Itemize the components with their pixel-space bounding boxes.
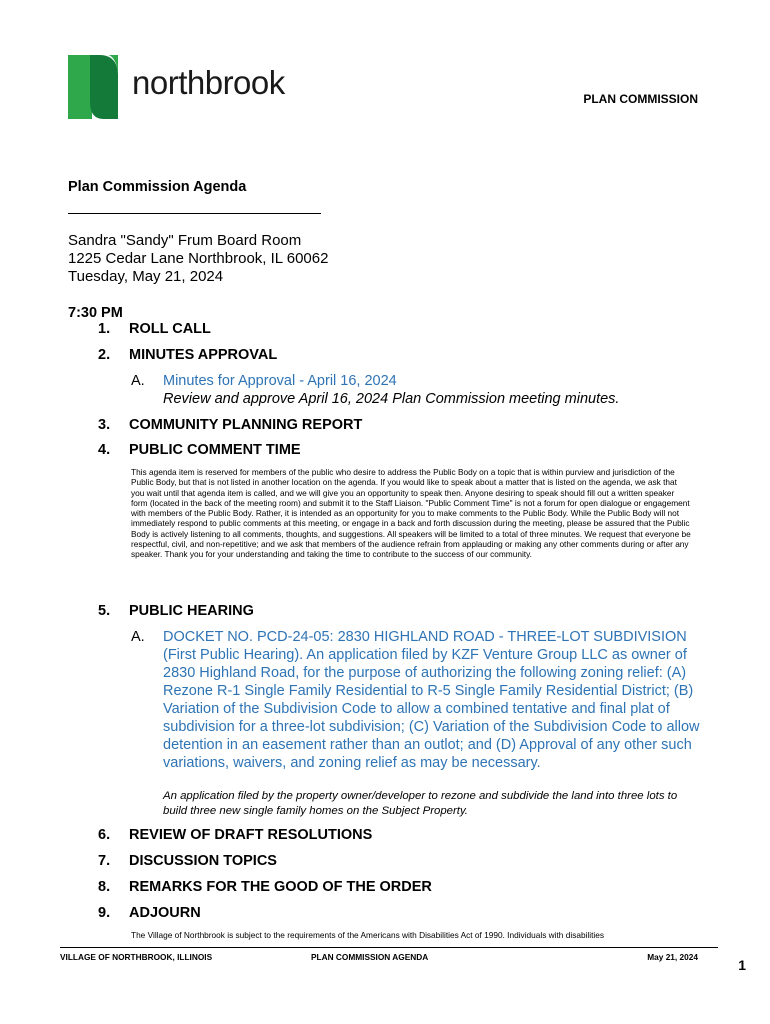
- public-comment-paragraph: This agenda item is reserved for members of the public who desire to address the Public Body on a topic that is within purview and jurisdiction of the Public Body, but that is not listed in another location on the agenda. If you would like to speak about a matter that is listed on the agenda, we ask that you wait until that agenda item is called, and we will give you an opportunity to speak then. Anyone desiring to speak should fill out a written speaker form (located in the back of the meeting room) and submit it to the Staff Liaison. "Public Comment Time" is not a forum for open dialogue or engagement with members of the Public Body. Rather, it is intended as an opportunity for you to make comments to the Public Body. While the Public Body will not immediately respond to public comments at this meeting, or engage in a back and forth discussion during the meeting, please be assured that the Public Body is actively listening to all comments, thoughts, and suggestions. All speakers will be limited to a total of three minutes. We request that everyone be respectful, civil, and non-repetitive; and we ask that members of the audience refrain from applauding or making any other comments during or after any speaker. Thank you for your understanding and taking the time to contribute to the success of our community.: [131, 467, 691, 560]
- item-number: 8.: [98, 879, 111, 895]
- item-number: 6.: [98, 827, 111, 843]
- footer-village: VILLAGE OF NORTHBROOK, ILLINOIS: [60, 952, 213, 962]
- item-title-discussion-topics: DISCUSSION TOPICS: [129, 853, 277, 869]
- department-label: PLAN COMMISSION: [583, 92, 698, 106]
- item-number: 2.: [98, 347, 111, 363]
- item-number: 4.: [98, 442, 111, 458]
- page-number: 1: [738, 957, 746, 973]
- item-title-public-hearing: PUBLIC HEARING: [129, 603, 254, 619]
- item-title-adjourn: ADJOURN: [129, 905, 201, 921]
- item-number: 1.: [98, 321, 111, 337]
- agenda-title: Plan Commission Agenda: [68, 179, 247, 195]
- footer-title: PLAN COMMISSION AGENDA: [311, 952, 429, 962]
- location-line1: Sandra "Sandy" Frum Board Room: [68, 232, 302, 249]
- item-number: 7.: [98, 853, 111, 869]
- item-title-public-comment-time: PUBLIC COMMENT TIME: [129, 442, 301, 458]
- item-title-review-draft-resolutions: REVIEW OF DRAFT RESOLUTIONS: [129, 827, 373, 843]
- item-title-roll-call: ROLL CALL: [129, 321, 211, 337]
- minutes-link[interactable]: Minutes for Approval - April 16, 2024: [163, 373, 397, 389]
- docket-description: An application filed by the property owner/developer to rezone and subdivide the land into three lots to build three new single family homes on the Subject Property.: [163, 790, 678, 817]
- meeting-time: 7:30 PM: [68, 305, 123, 321]
- meeting-date: Tuesday, May 21, 2024: [68, 268, 224, 285]
- ada-notice: The Village of Northbrook is subject to the requirements of the Americans with Disabilities Act of 1990. Individuals with disabilities: [131, 930, 605, 940]
- docket-link[interactable]: DOCKET NO. PCD-24-05: 2830 HIGHLAND ROAD - THREE-LOT SUBDIVISION (First Public Hearing). An application filed by KZF Venture Group LLC as owner of 2830 Highland Road, for the purpose of authorizing the following zoning relief: (A) Rezone R-1 Single Family Residential to R-5 Single Family Residential District; (B) Variation of the Subdivision Code to allow a combined tentative and final plat of subdivision for a three-lot subdivision; (C) Variation of the Subdivision Code to allow detention in an easement rather than an outlot; and (D) Approval of any other such variations, waivers, and zoning relief as may be necessary.: [163, 629, 700, 771]
- footer-date: May 21, 2024: [647, 952, 698, 962]
- subitem-letter: A.: [131, 629, 145, 645]
- item-title-minutes-approval: MINUTES APPROVAL: [129, 347, 278, 363]
- title-underline: [68, 213, 321, 214]
- item-title-community-planning-report: COMMUNITY PLANNING REPORT: [129, 417, 363, 433]
- subitem-letter: A.: [131, 373, 145, 389]
- location-line2: 1225 Cedar Lane Northbrook, IL 60062: [68, 250, 329, 267]
- footer-rule: [60, 947, 718, 948]
- item-number: 3.: [98, 417, 111, 433]
- item-number: 5.: [98, 603, 111, 619]
- item-title-remarks: REMARKS FOR THE GOOD OF THE ORDER: [129, 879, 432, 895]
- minutes-description: Review and approve April 16, 2024 Plan Commission meeting minutes.: [163, 391, 620, 407]
- item-number: 9.: [98, 905, 111, 921]
- logo-wordmark: northbrook: [132, 64, 285, 101]
